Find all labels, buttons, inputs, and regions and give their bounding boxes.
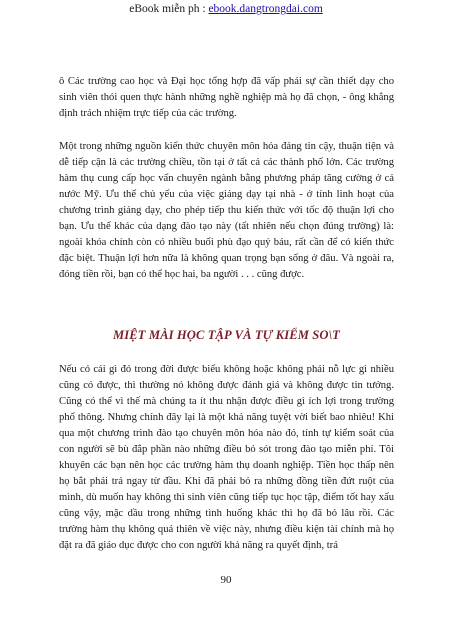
paragraph-text: ô Các trường cao học và Đại học tổng hợp đã vấp phải sự cần thiết dạy cho sinh viên thói quen thực hành những nghề nghiệp mà họ đã chọn, - ông khẳng định trách nhiệm trực tiếp của các trường. [59, 76, 394, 119]
paragraph-correspondence-schools [59, 139, 394, 283]
paragraph-self-control [59, 362, 394, 554]
page-header [0, 2, 452, 16]
paragraph-text: Nếu có cái gì đó trong đời được biếu không hoặc không phải nỗ lực gì nhiều cũng có được, thì thường nó không được đánh giá và không được tin tưởng. Cũng có thể vì thế mà chúng ta ít thu nhận được điều gì ích lợi trong trường phổ thông. Nhưng chính đây lại là một khả năng tuyệt vời biết bao nhiêu! Khi qua một chương trình đào tạo chuyên môn hóa nào đó, tính tự kiểm soát của con người sẽ bù đắp phần nào những điều bỏ sót trong đào tạo miễn phí. Tôi khuyên các bạn nên học các trường hàm thụ doanh nghiệp. Tiền học thấp nên họ bắt phải trả ngay từ đầu. Khi đã phải bỏ ra những đồng tiền đứt ruột của mình, dù muốn hay không thì sinh viên cũng tiếp tục học tập, điểm tốt hay xấu cũng vậy, mặc dầu trong những tình huống khác thì họ đã bỏ lâu rồi. Các trường hàm thụ không quá thiên về việc này, nhưng điều kiện tài chính mà họ đặt ra đã giáo dục được cho con người khả năng ra quyết định, trả [59, 364, 394, 551]
section-heading: MIỆT MÀI HỌC TẬP VÀ TỰ KIỂM SO\T [113, 328, 340, 342]
paragraph-text: Một trong những nguồn kiến thức chuyên môn hóa đáng tin cậy, thuận tiện và dễ tiếp cận là các trường chiều, tồn tại ở tất cả các thành phố lớn. Các trường hàm thụ cung cấp học vấn chuyên ngành bằng phương pháp tăng cường ở cả nước Mỹ. Ưu thế chủ yếu của việc giảng dạy tại nhà - ở tính linh hoạt của chương trình giảng dạy, cho phép tiếp thu kiến thức với tốc độ thuận lợi cho bạn. Ưu thế khác của dạng đào tạo này (tất nhiên nếu chọn đúng trường) là: ngoài khóa chính còn có nhiều buổi phù đạo quý báu, rất cần để có kiến thức đặc biệt. Thuận lợi hơn nữa là không quan trọng bạn sống ở đâu. Và ngoài ra, đóng tiền rồi, bạn có thể học hai, ba người . . . cũng được. [59, 141, 394, 280]
website-link[interactable]: ebook.dangtrongdai.com [208, 3, 323, 15]
paragraph-intro [59, 74, 394, 122]
page-number: 90 [220, 574, 232, 586]
header-prefix: eBook miễn ph : [129, 3, 209, 15]
